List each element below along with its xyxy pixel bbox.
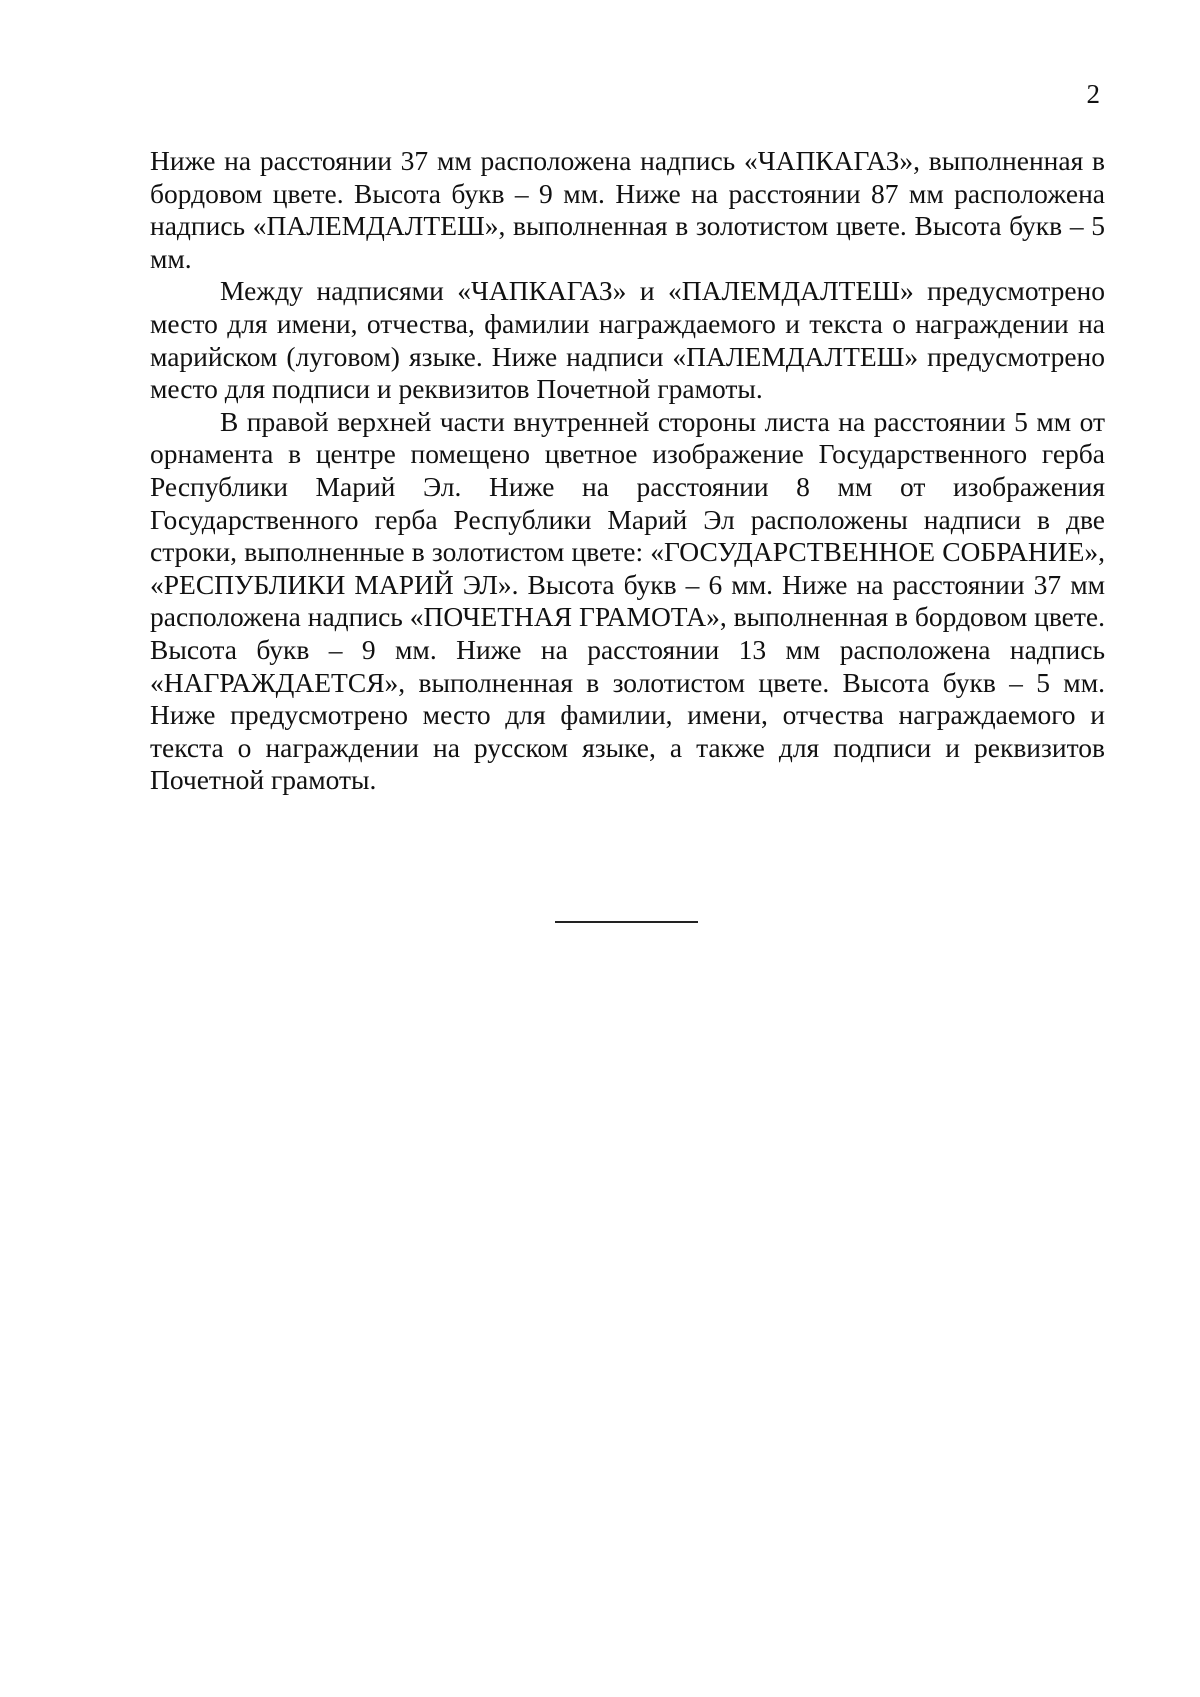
paragraph-chapkagaz: Ниже на расстоянии 37 мм расположена надпись «ЧАПКАГАЗ», выполненная в бордовом цвете. Высота букв – 9 мм. Ниже на расстоянии 87 мм расположена надпись «ПАЛЕМДАЛТЕШ», выполненная в золотистом цвете. Высота букв – 5 мм. xyxy=(150,145,1105,274)
closing-divider-line xyxy=(555,921,698,923)
paragraph-between-inscriptions: Между надписями «ЧАПКАГАЗ» и «ПАЛЕМДАЛТЕШ» предусмотрено место для имени, отчества, фамилии награждаемого и текста о награждении на марийском (луговом) языке. Ниже надписи «ПАЛЕМДАЛТЕШ» предусмотрено место для подписи и реквизитов Почетной грамоты. xyxy=(150,275,1105,405)
paragraph-right-upper-part: В правой верхней части внутренней стороны листа на расстоянии 5 мм от орнамента в центре помещено цветное изображение Государственного герба Республики Марий Эл. Ниже на расстоянии 8 мм от изображения Государственного герба Республики Марий Эл расположены надписи в две строки, выполненные в золотистом цвете: «ГОСУДАРСТВЕННОЕ СОБРАНИЕ», «РЕСПУБЛИКИ МАРИЙ ЭЛ». Высота букв – 6 мм. Ниже на расстоянии 37 мм расположена надпись «ПОЧЕТНАЯ ГРАМОТА», выполненная в бордовом цвете. Высота букв – 9 мм. Ниже на расстоянии 13 мм расположена надпись «НАГРАЖДАЕТСЯ», выполненная в золотистом цвете. Высота букв – 5 мм. Ниже предусмотрено место для фамилии, имени, отчества награждаемого и текста о награждении на русском языке, а также для подписи и реквизитов Почетной грамоты. xyxy=(150,405,1105,796)
document-body xyxy=(150,145,1105,797)
page-number: 2 xyxy=(1086,79,1100,109)
